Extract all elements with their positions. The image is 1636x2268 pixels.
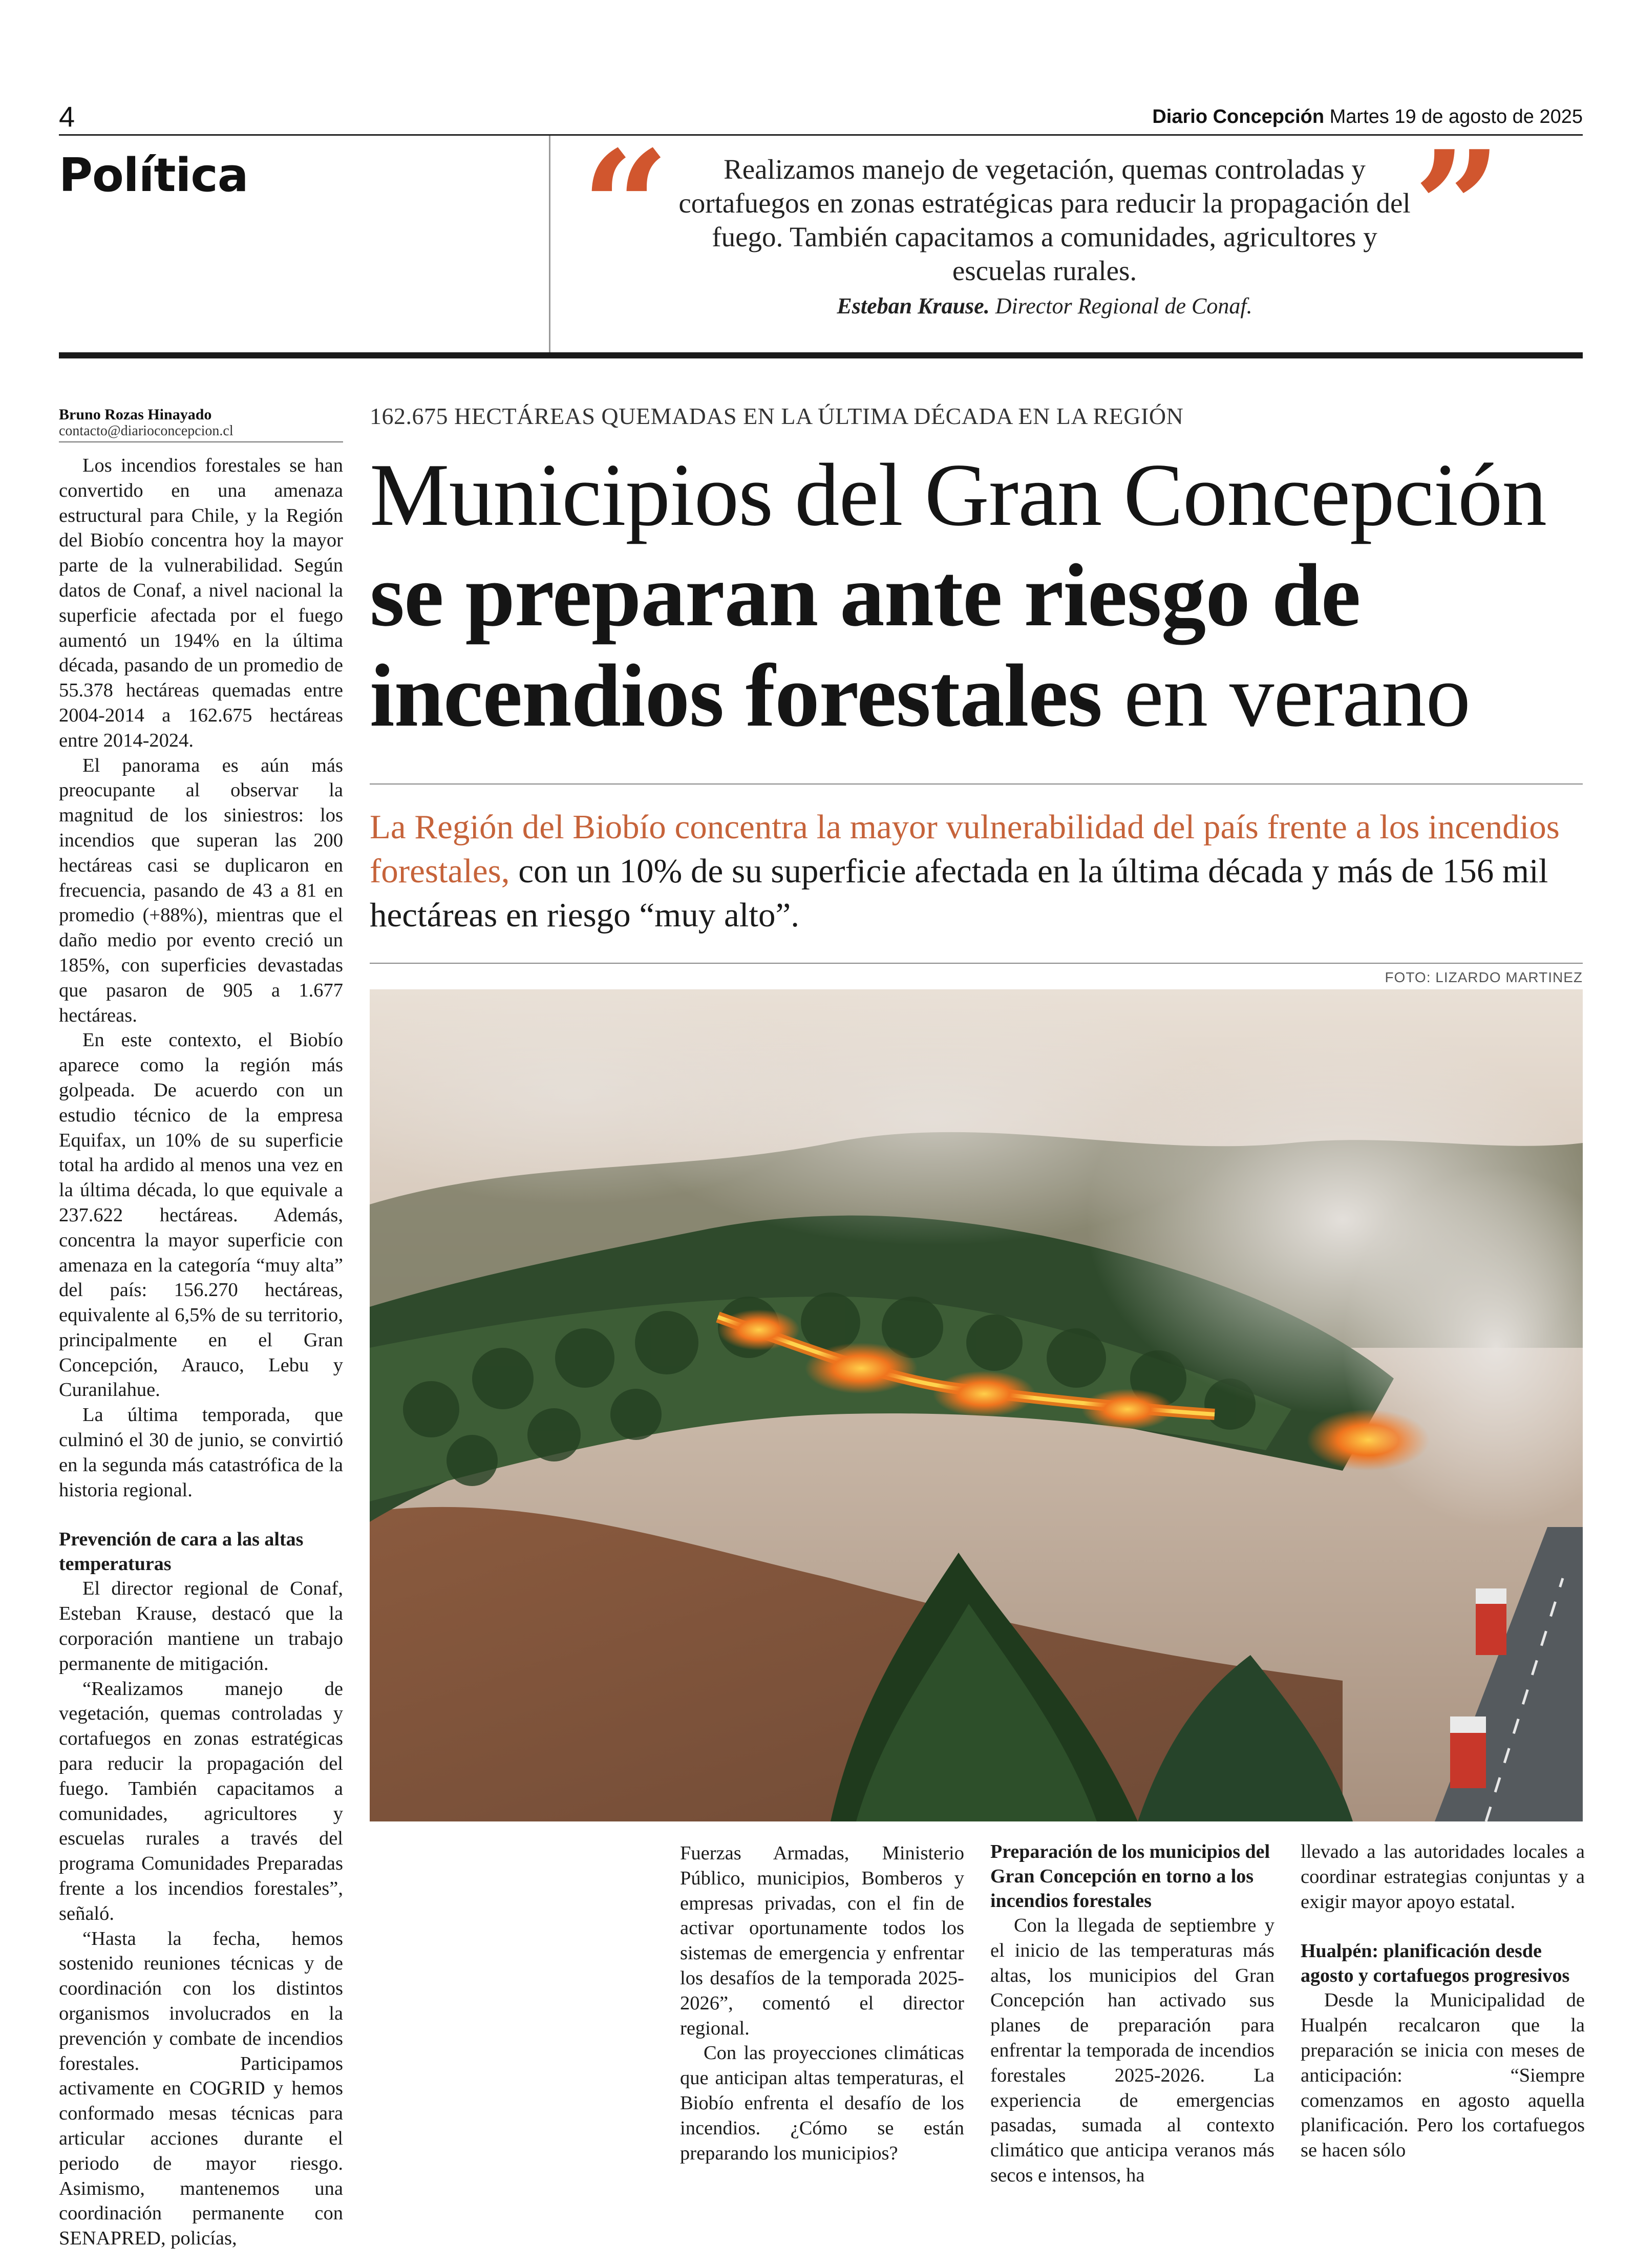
paragraph: llevado a las autoridades locales a coordinar estrategias conjuntas y a exigir mayor apoyo estatal. (1301, 1841, 1585, 1913)
kicker: 162.675 HECTÁREAS QUEMADAS EN LA ÚLTIMA DÉCADA EN LA REGIÓN (370, 403, 1184, 429)
close-quote-icon: ” (1413, 117, 1502, 298)
photo-credit: FOTO: LIZARDO MARTINEZ (1385, 969, 1583, 985)
publication-name: Diario Concepción (1152, 106, 1325, 128)
header-divider (549, 136, 550, 353)
pull-quote-author: Esteban Krause. (837, 293, 990, 319)
headline-rule (370, 783, 1583, 785)
paragraph: Fuerzas Armadas, Ministerio Público, municipios, Bomberos y empresas privadas, con el fin de activar oportunamente todos los sistemas de emergencia y enfrentar los desafíos de la temporada 2025-2026”, comentó el director regional. (680, 1842, 964, 2039)
masthead (1152, 106, 1583, 128)
byline-email: contacto@diarioconcepcion.cl (59, 423, 233, 439)
header-rule-top (59, 134, 1583, 136)
issue-date: Martes 19 de agosto de 2025 (1329, 106, 1583, 128)
open-quote-icon: “ (581, 117, 670, 298)
section-title: Política (59, 149, 248, 202)
forest-fire-photo (370, 989, 1583, 1821)
forest-fire-illustration (370, 989, 1583, 1821)
pull-quote: Realizamos manejo de vegetación, quemas controladas y cortafuegos en zonas estratégicas para reducir la propagación del fuego. También capacitamos a comunidades, agricultores y escuelas rurales. (678, 154, 1411, 286)
paragraph: “Realizamos manejo de vegetación, quemas controladas y cortafuegos en zonas estratégicas para reducir la propagación del fuego. También capacitamos a comunidades, agricultores y escuelas rurales a través del programa Comunidades Preparadas frente a los incendios forestales”, señaló. (59, 1678, 343, 1924)
paragraph: Con las proyecciones climáticas que anticipan altas temperaturas, el Biobío enfrenta el desafío de los incendios. ¿Cómo se están preparando los municipios? (680, 2042, 964, 2164)
deck-rest: con un 10% de su superficie afectada en la última década y más de 156 mil hectáreas en riesgo “muy alto”. (370, 852, 1548, 934)
byline-rule (59, 441, 343, 442)
paragraph: La última temporada, que culminó el 30 de junio, se convirtió en la segunda más catastrófica de la historia regional. (59, 1404, 343, 1501)
deck-rule (370, 963, 1583, 964)
pull-quote-role: Director Regional de Conaf. (995, 293, 1252, 319)
article-column-4 (1301, 1839, 1585, 2163)
paragraph: Desde la Municipalidad de Hualpén recalcaron que la preparación se inicia con meses de anticipación: “Siempre comenzamos en agosto aquella planificación. Pero los cortafuegos se hacen sólo (1301, 1989, 1585, 2161)
headline-part3: en verano (1123, 646, 1470, 745)
pull-quote-attribution (676, 293, 1413, 319)
article-column-3 (990, 1839, 1274, 2188)
paragraph: Con la llegada de septiembre y el inicio de las temperaturas más altas, los municipios del Gran Concepción han activado sus planes de preparación para enfrentar la temporada de incendios forestales 2025-2026. La experiencia de emergencias pasadas, sumada al contexto climático que anticipa veranos más secos e intensos, ha (990, 1915, 1274, 2186)
byline-author: Bruno Rozas Hinayado (59, 406, 212, 423)
paragraph: En este contexto, el Biobío aparece como la región más golpeada. De acuerdo con un estudio técnico de la empresa Equifax, un 10% de su superficie total ha ardido al menos una vez en la última década, lo que equivale a 237.622 hectáreas. Además, concentra la mayor superficie con amenaza en la categoría “muy alta” del país: 156.270 hectáreas, equivalente al 6,5% de su territorio, principalmente en el Gran Concepción, Arauco, Lebu y Curanilahue. (59, 1029, 343, 1401)
headline-part2: se preparan ante riesgo de incendios forestales (370, 545, 1361, 745)
paragraph: El director regional de Conaf, Esteban Krause, destacó que la corporación mantiene un trabajo permanente de mitigación. (59, 1578, 343, 1674)
article-column-1 (59, 453, 343, 2251)
subheading: Preparación de los municipios del Gran Concepción en torno a los incendios forestales (990, 1841, 1270, 1912)
page-number: 4 (59, 100, 75, 133)
deck (370, 805, 1583, 937)
article-column-2 (680, 1841, 964, 2166)
header-rule-bottom (59, 352, 1583, 358)
paragraph: El panorama es aún más preocupante al observar la magnitud de los siniestros: los incendios que superan las 200 hectáreas casi se duplicaron en frecuencia, pasando de 43 a 81 en promedio (+88%), mientras que el daño medio por evento creció un 185%, con superficies devastadas que pasaron de 905 a 1.677 hectáreas. (59, 754, 343, 1026)
headline-part1: Municipios del Gran Concepción (370, 445, 1546, 544)
headline (370, 444, 1588, 746)
subheading: Prevención de cara a las altas temperaturas (59, 1529, 304, 1575)
paragraph: Los incendios forestales se han convertido en una amenaza estructural para Chile, y la Región del Biobío concentra hoy la mayor parte de la vulnerabilidad. Según datos de Conaf, a nivel nacional la superficie afectada por el fuego aumentó un 194% en la última década, pasando de un promedio de 55.378 hectáreas quemadas entre 2004-2014 a 162.675 hectáreas entre 2014-2024. (59, 455, 343, 751)
subheading: Hualpén: planificación desde agosto y cortafuegos progresivos (1301, 1940, 1570, 1987)
deck-highlight: La Región del Biobío concentra la mayor vulnerabilidad del país frente a los incendios forestales, (370, 808, 1560, 890)
paragraph: “Hasta la fecha, hemos sostenido reuniones técnicas y de coordinación con los distintos organismos involucrados en la prevención y combate de incendios forestales. Participamos activamente en COGRID y hemos conformado mesas técnicas para articular acciones durante el periodo de mayor riesgo. Asimismo, mantenemos una coordinación permanente con SENAPRED, policías, (59, 1927, 343, 2250)
